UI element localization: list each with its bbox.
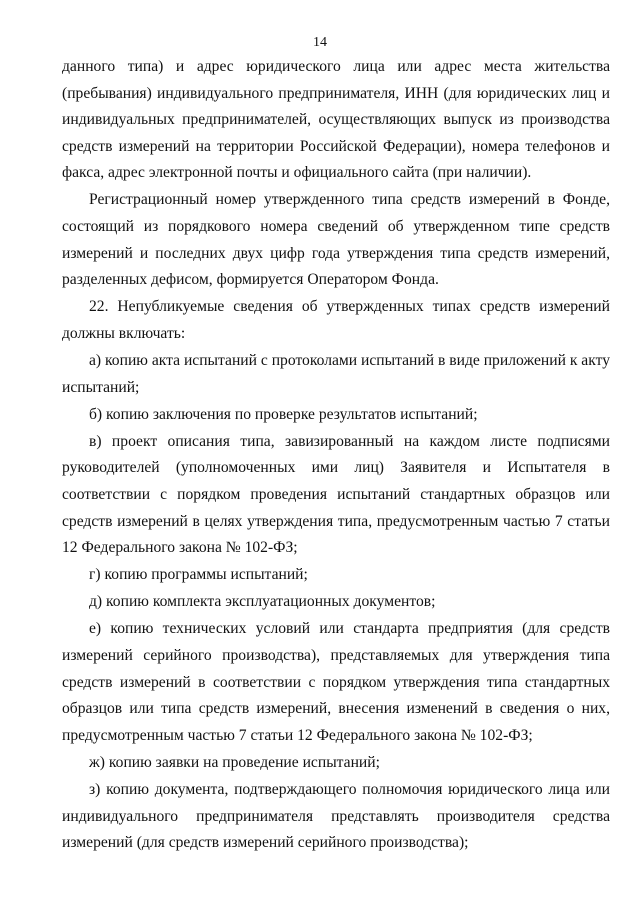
list-item-b: б) копию заключения по проверке результатов испытаний; — [89, 405, 478, 423]
list-item-g: г) копию программы испытаний; — [89, 566, 308, 584]
paragraph-applicant-address: данного типа) и адрес юридического лица или адрес места жительства (пребывания) индивидуального предпринимателя, ИНН (для юридических лиц и индивидуальных предпринимателей, осуществляющих выпуск из производства средств измерений на территории Российской Федерации), номера телефонов и факса, адрес электронной почты и официального сайта (при наличии). — [62, 58, 610, 182]
list-item-a: а) копию акта испытаний с протоколами испытаний в виде приложений к акту испытаний; — [62, 352, 610, 396]
document-body — [62, 54, 610, 857]
list-item-z: з) копию документа, подтверждающего полномочия юридического лица или индивидуального предпринимателя представлять производителя средства измерений (для средств измерений серийного производства); — [62, 781, 610, 852]
page-number: 14 — [313, 35, 327, 50]
paragraph-registration-number: Регистрационный номер утвержденного типа средств измерений в Фонде, состоящий из порядкового номера сведений об утвержденном типе средств измерений и последних двух цифр года утверждения типа средств измерений, разделенных дефисом, формируется Оператором Фонда. — [62, 191, 610, 289]
list-item-d: д) копию комплекта эксплуатационных документов; — [89, 593, 436, 611]
list-item-v: в) проект описания типа, завизированный на каждом листе подписями руководителей (уполномоченных ими лиц) Заявителя и Испытателя в соответствии с порядком проведения испытаний стандартных образцов или средств измерений в целях утверждения типа, предусмотренным частью 7 статьи 12 Федерального закона № 102-ФЗ; — [62, 432, 610, 557]
paragraph-item-22: 22. Непубликуемые сведения об утвержденных типах средств измерений должны включать: — [62, 298, 610, 342]
list-item-zh: ж) копию заявки на проведение испытаний; — [89, 753, 380, 771]
list-item-e: е) копию технических условий или стандарта предприятия (для средств измерений серийного производства), представляемых для утверждения типа средств измерений в соответствии с порядком утверждения типа стандартных образцов или типа средств измерений, внесения изменений в сведения о них, предусмотренным частью 7 статьи 12 Федерального закона № 102-ФЗ; — [62, 620, 610, 744]
